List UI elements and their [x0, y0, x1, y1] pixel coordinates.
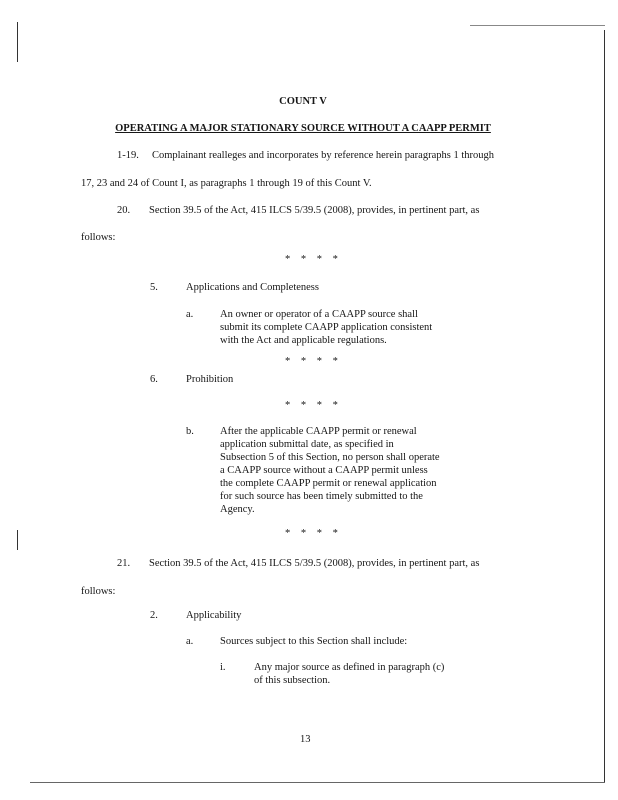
list-item-heading: Prohibition [186, 374, 234, 385]
list-item-number: 6. [150, 374, 158, 385]
paragraph-text: Section 39.5 of the Act, 415 ILCS 5/39.5 (2008), provides, in pertinent part, as [149, 205, 480, 216]
sub-item-line: Agency. [220, 504, 255, 515]
sub-sub-item-line: Any major source as defined in paragraph (c) [254, 662, 445, 673]
top-scan-edge [470, 25, 605, 26]
sub-item-letter: b. [186, 426, 194, 437]
paragraph-text: 17, 23 and 24 of Count I, as paragraphs 1 through 19 of this Count V. [81, 178, 372, 189]
bottom-scan-edge [30, 782, 605, 783]
sub-item-line: After the applicable CAAPP permit or renewal [220, 426, 417, 437]
ellipsis-stars: * * * * [285, 528, 342, 539]
ellipsis-stars: * * * * [285, 400, 342, 411]
sub-sub-item-line: of this subsection. [254, 675, 331, 686]
sub-item-line: a CAAPP source without a CAAPP permit unless [220, 465, 428, 476]
list-item-number: 5. [150, 282, 158, 293]
page-number: 13 [300, 734, 311, 745]
paragraph-text: Complainant realleges and incorporates by reference herein paragraphs 1 through [152, 150, 494, 161]
left-scan-edge [17, 22, 18, 62]
paragraph-text: Section 39.5 of the Act, 415 ILCS 5/39.5 (2008), provides, in pertinent part, as [149, 558, 480, 569]
count-title: COUNT V [279, 96, 327, 107]
sub-item-line: for such source has been timely submitted to the [220, 491, 423, 502]
sub-item-line: Sources subject to this Section shall include: [220, 636, 408, 647]
sub-item-letter: a. [186, 309, 194, 320]
sub-sub-item-number: i. [220, 662, 226, 673]
ellipsis-stars: * * * * [285, 356, 342, 367]
list-item-number: 2. [150, 610, 158, 621]
ellipsis-stars: * * * * [285, 254, 342, 265]
sub-item-line: with the Act and applicable regulations. [220, 335, 387, 346]
list-item-heading: Applicability [186, 610, 242, 621]
left-scan-edge-lower [17, 530, 18, 550]
paragraph-number: 20. [117, 205, 131, 216]
sub-item-line: Subsection 5 of this Section, no person shall operate [220, 452, 440, 463]
sub-item-letter: a. [186, 636, 194, 647]
list-item-heading: Applications and Completeness [186, 282, 319, 293]
paragraph-text: follows: [81, 232, 116, 243]
paragraph-number: 1-19. [117, 150, 139, 161]
paragraph-text: follows: [81, 586, 116, 597]
sub-item-line: submit its complete CAAPP application consistent [220, 322, 433, 333]
paragraph-number: 21. [117, 558, 131, 569]
sub-item-line: An owner or operator of a CAAPP source shall [220, 309, 418, 320]
sub-item-line: the complete CAAPP permit or renewal application [220, 478, 437, 489]
count-subtitle: OPERATING A MAJOR STATIONARY SOURCE WITHOUT A CAAPP PERMIT [115, 123, 491, 134]
right-scan-edge [604, 30, 605, 782]
sub-item-line: application submittal date, as specified in [220, 439, 394, 450]
